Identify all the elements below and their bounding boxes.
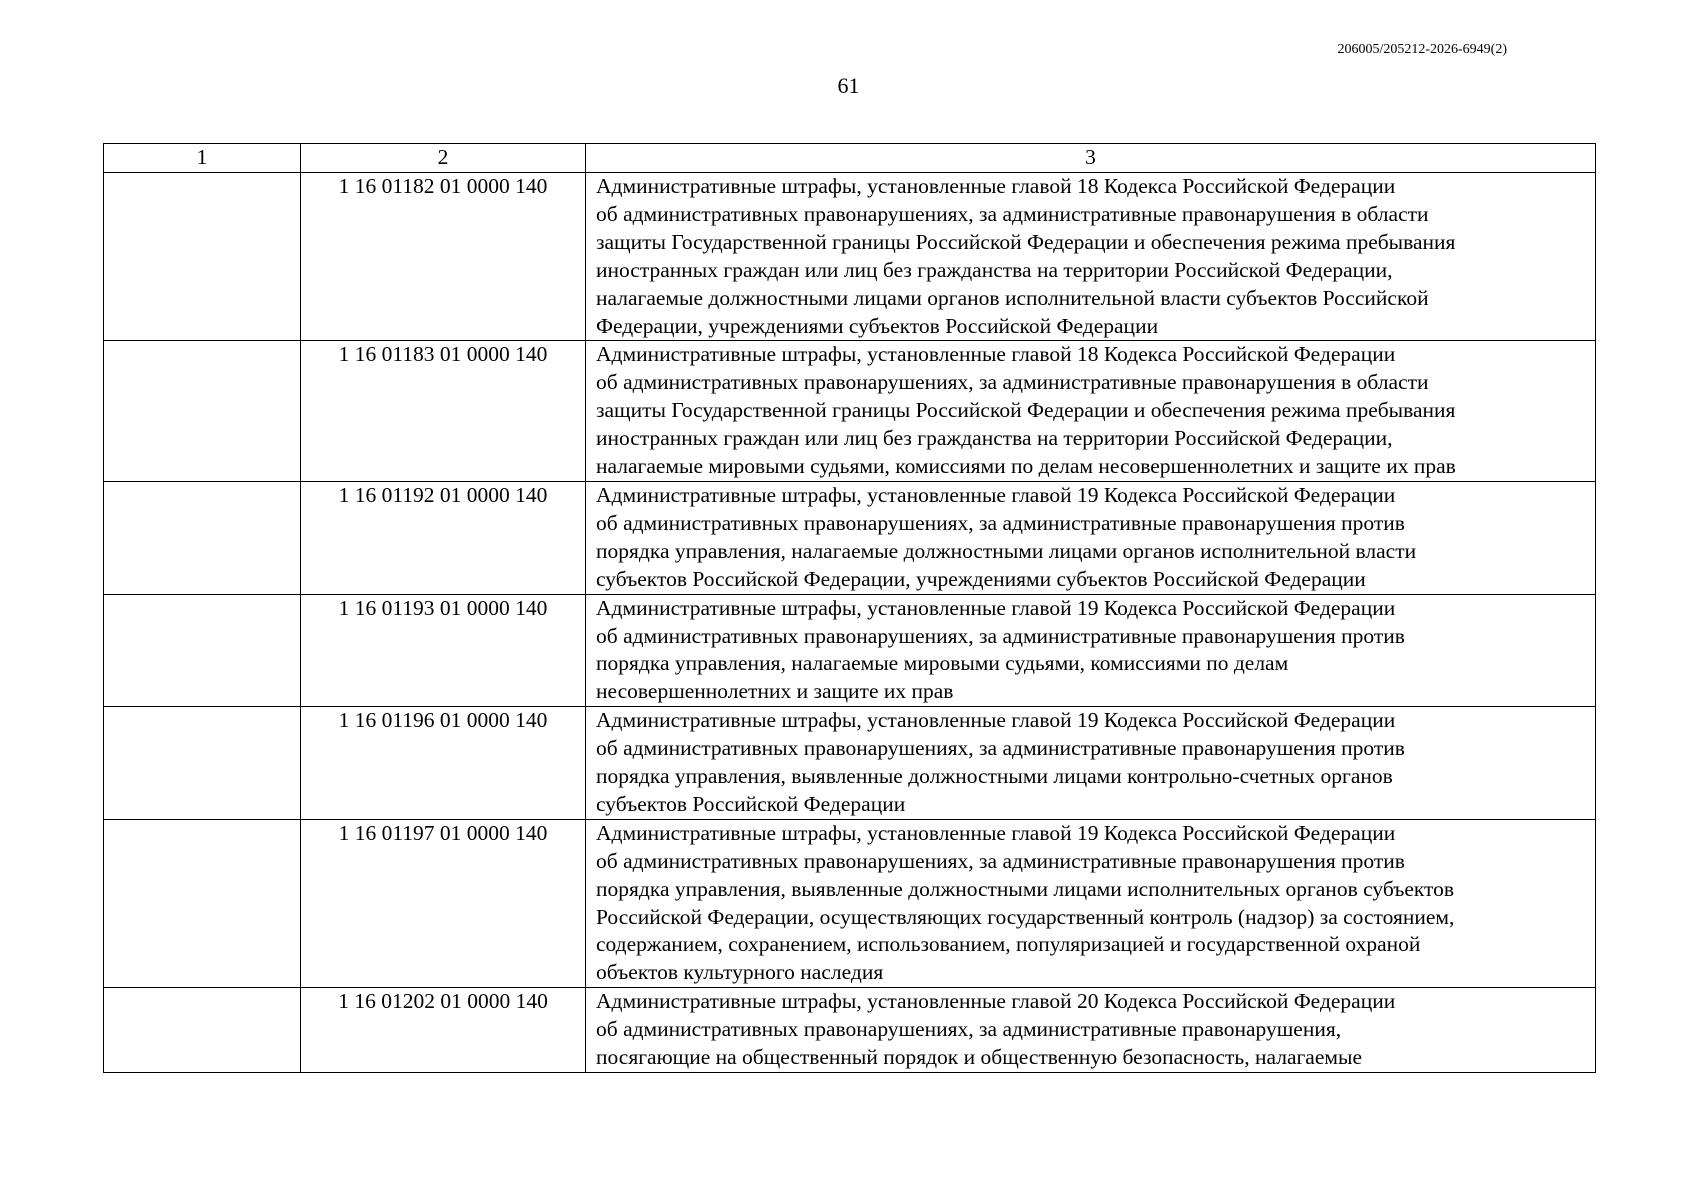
column-header-3: 3 xyxy=(586,144,1596,173)
row-column-1-cell xyxy=(104,481,301,594)
column-header-1: 1 xyxy=(104,144,301,173)
table-body xyxy=(104,173,1596,1073)
row-column-1-cell xyxy=(104,594,301,707)
description-line: Федерации, учреждениями субъектов Российской Федерации xyxy=(596,313,1159,338)
description-line: об административных правонарушениях, за административные правонарушения против xyxy=(596,848,1405,873)
table-row xyxy=(104,481,1596,594)
description-line: об административных правонарушениях, за административные правонарушения, xyxy=(596,1017,1342,1042)
description-line: Российской Федерации, осуществляющих государственный контроль (надзор) за состоянием, xyxy=(596,904,1455,929)
page-number: 61 xyxy=(837,73,860,98)
description-line: Административные штрафы, установленные главой 19 Кодекса Российской Федерации xyxy=(596,595,1396,620)
description-line: порядка управления, выявленные должностными лицами контрольно-счетных органов xyxy=(596,764,1393,789)
table-row xyxy=(104,707,1596,820)
description-line: об административных правонарушениях, за административные правонарушения в области xyxy=(596,201,1429,226)
row-column-1-cell xyxy=(104,707,301,820)
description-cell xyxy=(586,707,1596,820)
budget-code-cell: 1 16 01192 01 0000 140 xyxy=(301,481,586,594)
description-line: Административные штрафы, установленные главой 19 Кодекса Российской Федерации xyxy=(596,482,1396,507)
table-row xyxy=(104,988,1596,1073)
budget-code-cell: 1 16 01202 01 0000 140 xyxy=(301,988,586,1073)
description-line: об административных правонарушениях, за административные правонарушения против xyxy=(596,623,1405,648)
row-column-1-cell xyxy=(104,341,301,482)
description-cell xyxy=(586,594,1596,707)
description-line: об административных правонарушениях, за административные правонарушения против xyxy=(596,510,1405,535)
description-line: защиты Государственной границы Российской Федерации и обеспечения режима пребывания xyxy=(596,398,1456,423)
description-cell xyxy=(586,988,1596,1073)
description-line: иностранных граждан или лиц без гражданства на территории Российской Федерации, xyxy=(596,257,1393,282)
description-line: содержанием, сохранением, использованием, популяризацией и государственной охраной xyxy=(596,932,1421,957)
row-column-1-cell xyxy=(104,988,301,1073)
description-line: Административные штрафы, установленные главой 18 Кодекса Российской Федерации xyxy=(596,342,1396,367)
description-line: Административные штрафы, установленные главой 19 Кодекса Российской Федерации xyxy=(596,820,1396,845)
description-line: порядка управления, налагаемые мировыми судьями, комиссиями по делам xyxy=(596,651,1289,676)
description-cell xyxy=(586,481,1596,594)
description-line: объектов культурного наследия xyxy=(596,960,884,985)
description-line: об административных правонарушениях, за административные правонарушения в области xyxy=(596,370,1429,395)
description-cell xyxy=(586,819,1596,987)
column-header-2: 2 xyxy=(301,144,586,173)
budget-code-cell: 1 16 01196 01 0000 140 xyxy=(301,707,586,820)
description-line: субъектов Российской Федерации xyxy=(596,791,906,816)
table-row xyxy=(104,173,1596,341)
budget-code-cell: 1 16 01182 01 0000 140 xyxy=(301,173,586,341)
description-line: налагаемые должностными лицами органов исполнительной власти субъектов Российской xyxy=(596,285,1429,310)
document-id: 206005/205212-2026-6949(2) xyxy=(1337,42,1507,57)
description-line: Административные штрафы, установленные главой 20 Кодекса Российской Федерации xyxy=(596,989,1396,1014)
description-line: защиты Государственной границы Российской Федерации и обеспечения режима пребывания xyxy=(596,229,1456,254)
description-line: порядка управления, выявленные должностными лицами исполнительных органов субъектов xyxy=(596,876,1455,901)
description-line: порядка управления, налагаемые должностными лицами органов исполнительной власти xyxy=(596,538,1417,563)
description-line: иностранных граждан или лиц без гражданства на территории Российской Федерации, xyxy=(596,426,1393,451)
row-column-1-cell xyxy=(104,173,301,341)
budget-code-cell: 1 16 01197 01 0000 140 xyxy=(301,819,586,987)
description-line: Административные штрафы, установленные главой 19 Кодекса Российской Федерации xyxy=(596,708,1396,733)
description-line: субъектов Российской Федерации, учреждениями субъектов Российской Федерации xyxy=(596,566,1366,591)
table-row xyxy=(104,594,1596,707)
description-line: посягающие на общественный порядок и общественную безопасность, налагаемые xyxy=(596,1045,1362,1070)
table-row xyxy=(104,819,1596,987)
description-line: налагаемые мировыми судьями, комиссиями по делам несовершеннолетних и защите их прав xyxy=(596,454,1456,479)
table-row xyxy=(104,341,1596,482)
budget-code-table xyxy=(103,143,1596,1073)
budget-code-cell: 1 16 01183 01 0000 140 xyxy=(301,341,586,482)
description-cell xyxy=(586,341,1596,482)
description-line: об административных правонарушениях, за административные правонарушения против xyxy=(596,736,1405,761)
row-column-1-cell xyxy=(104,819,301,987)
description-cell xyxy=(586,173,1596,341)
description-line: Административные штрафы, установленные главой 18 Кодекса Российской Федерации xyxy=(596,174,1396,198)
description-line: несовершеннолетних и защите их прав xyxy=(596,679,954,704)
column-number-header-row xyxy=(104,144,1596,173)
budget-code-cell: 1 16 01193 01 0000 140 xyxy=(301,594,586,707)
